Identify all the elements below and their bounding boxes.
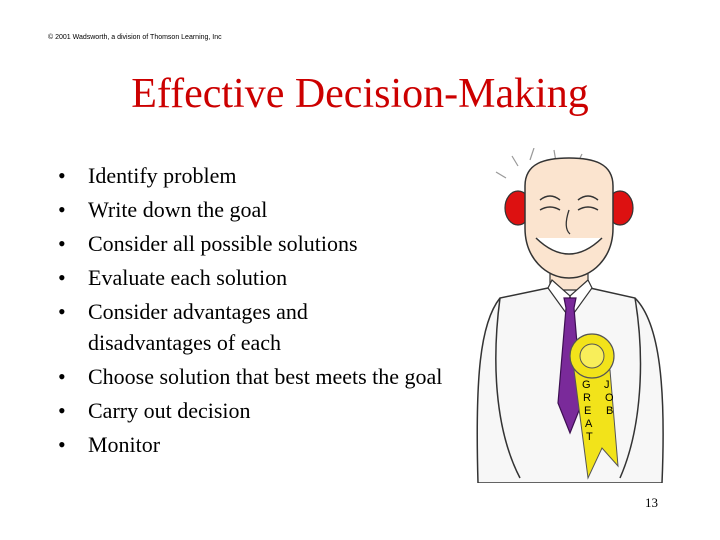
bullet-marker: • — [58, 163, 66, 188]
bullet-text: Consider all possible solutions — [88, 231, 358, 256]
page-number: 13 — [645, 495, 658, 510]
bullet-text: Identify problem — [88, 163, 237, 188]
bullet-text: Write down the goal — [88, 197, 268, 222]
bullet-text: Monitor — [88, 432, 161, 457]
bullet-marker: • — [58, 299, 66, 324]
bullet-marker: • — [58, 265, 66, 290]
bullet-item — [58, 194, 458, 225]
bullet-item — [58, 361, 443, 392]
svg-text:O: O — [605, 392, 614, 404]
bullet-list — [58, 160, 458, 463]
bullet-item — [58, 262, 458, 293]
bullet-item — [58, 429, 458, 460]
svg-text:B: B — [606, 405, 614, 417]
copyright-notice: © 2001 Wadsworth, a division of Thomson Learning, Inc — [48, 34, 222, 41]
bullet-item — [58, 296, 338, 358]
bullet-marker: • — [58, 432, 66, 457]
svg-text:J: J — [604, 379, 610, 391]
happy-man-illustration — [470, 148, 670, 483]
slide-title: Effective Decision-Making — [131, 71, 589, 117]
bullet-text: Carry out decision — [88, 398, 251, 423]
svg-text:E: E — [584, 405, 592, 417]
svg-text:G: G — [582, 379, 591, 391]
bullet-item — [58, 160, 458, 191]
bullet-item — [58, 228, 458, 259]
bullet-marker: • — [58, 398, 66, 423]
head — [525, 158, 613, 278]
bullet-marker: • — [58, 197, 66, 222]
bullet-item — [58, 395, 458, 426]
svg-text:T: T — [586, 431, 593, 443]
svg-text:R: R — [583, 392, 591, 404]
bullet-marker: • — [58, 231, 66, 256]
bullet-marker: • — [58, 364, 66, 389]
svg-text:A: A — [585, 418, 593, 430]
bullet-text: Choose solution that best meets the goal — [88, 364, 443, 389]
bullet-text: Consider advantages and disadvantages of each — [88, 299, 308, 355]
bullet-text: Evaluate each solution — [88, 265, 288, 290]
